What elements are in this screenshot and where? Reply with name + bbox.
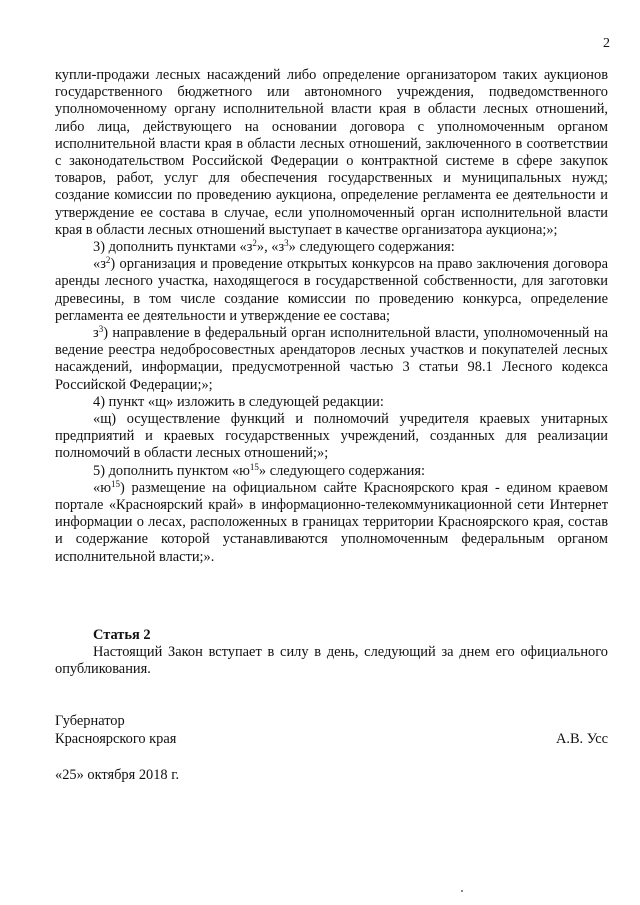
paragraph-shch: «щ) осуществление функций и полномочий учредителя краевых унитарных предприятий и краевых государственных учреждений, созданных для реализации полномочий в области лесных отношений;»;: [55, 411, 608, 462]
paragraph-z3: $з^3$) направление в федеральный орган исполнительной власти, уполномоченный на ведение реестра недобросовестных арендаторов лесных участков и покупателей лесных насаждений, информации, предусмотренной частью 3 статьи 98.1 Лесного кодекса Российской Федерации;»;: [55, 324, 608, 393]
signing-date: «25» октября 2018 г.: [55, 767, 180, 783]
signature-block: [55, 713, 608, 748]
paragraph-continuation: купли-продажи лесных насаждений либо определение организатором таких аукционов государственного бюджетного или автономного учреждения, подведомственного уполномоченному органу исполнительной власти края в области лесных отношений, либо лица, действующего на основании договора с уполномоченным органом исполнительной власти края в области лесных отношений, заключенного в соответствии с законодательством Российской Федерации о контрактной системе в сфере закупок товаров, работ, услуг для обеспечения государственных и муниципальных нужд; создание комиссии по проведению аукциона, определение регламента ее деятельности и утверждение ее состава в случае, если уполномоченный орган исполнительной власти края в области лесных отношений выступает в качестве организатора аукциона;»;: [55, 67, 608, 238]
paragraph-item-3: 3) дополнить пунктами «$з^2$», «$з^3$» следующего содержания:: [93, 238, 455, 256]
paragraph-item-5: 5) дополнить пунктом «$ю^{15}$» следующего содержания:: [93, 461, 425, 479]
page-number: 2: [603, 36, 610, 51]
article-heading: Статья 2: [93, 627, 151, 643]
document-body: [55, 67, 608, 566]
signatory-title-line1: Губернатор: [55, 713, 125, 729]
paragraph-item-4: 4) пункт «щ» изложить в следующей редакции:: [93, 393, 384, 410]
paragraph-z2: «$з^2$) организация и проведение открытых конкурсов на право заключения договора аренды лесного участка, находящегося в государственной собственности, для заготовки древесины, в том числе создание комиссии по проведению конкурса, определение регламента ее деятельности и утверждение ее состава;: [55, 255, 608, 324]
scan-speck: [461, 890, 463, 892]
paragraph-yu15: «$ю^{15}$) размещение на официальном сайте Красноярского края - едином краевом портале «Красноярский край» в информационно-телекоммуникационной сети Интернет информации о лесах, расположенных в границах территории Красноярского края, состав и содержание которой устанавливаются уполномоченным федеральным органом исполнительной власти;».: [55, 478, 608, 565]
article-2: [55, 627, 608, 679]
signatory-title-line2: Красноярского края: [55, 730, 177, 747]
signatory-name: А.В. Усс: [555, 730, 608, 747]
article-text: Настоящий Закон вступает в силу в день, следующий за днем его официального опубликования.: [55, 644, 608, 678]
